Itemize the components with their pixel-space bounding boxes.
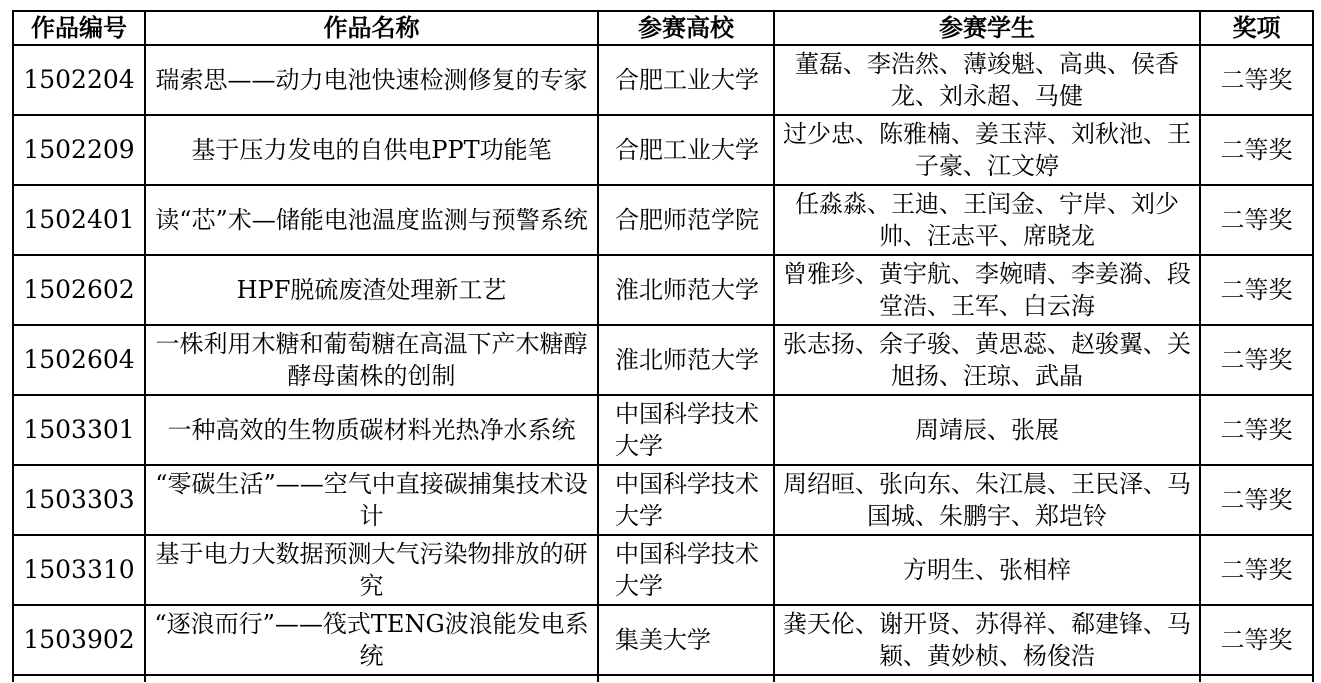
header-id: 作品编号 [13,11,145,45]
cell-award: 二等奖 [1200,605,1313,675]
cell-id: 1502602 [13,255,145,325]
table-row [13,45,1313,115]
cell-students: 周绍晅、张向东、朱江晨、王民泽、马国城、朱鹏宇、郑垲铃 [774,465,1200,535]
cell-name: 一种高效的生物质碳材料光热净水系统 [145,395,598,465]
cell-id: 1503301 [13,395,145,465]
cell-students: 龚天伦、谢开贤、苏得祥、郗建锋、马颖、黄妙桢、杨俊浩 [774,605,1200,675]
cell-id: 1503310 [13,535,145,605]
cell-students: 张志扬、余子骏、黄思蕊、赵骏翼、关旭扬、汪琼、武晶 [774,325,1200,395]
cell-award: 二等奖 [1200,395,1313,465]
cell-award: 二等奖 [1200,45,1313,115]
cell-name: 一株利用木糖和葡萄糖在高温下产木糖醇酵母菌株的创制 [145,325,598,395]
header-award: 奖项 [1200,11,1313,45]
cell-school: 合肥师范学院 [598,185,774,255]
table-row [13,325,1313,395]
cell-name: 基于压力发电的自供电PPT功能笔 [145,115,598,185]
cell-name: 基于电力大数据预测大气污染物排放的研究 [145,535,598,605]
table-row [13,605,1313,675]
empty-cell [1200,675,1313,682]
cell-id: 1502204 [13,45,145,115]
cell-name: HPF脱硫废渣处理新工艺 [145,255,598,325]
header-name: 作品名称 [145,11,598,45]
cell-school: 合肥工业大学 [598,115,774,185]
cell-award: 二等奖 [1200,115,1313,185]
cell-school: 合肥工业大学 [598,45,774,115]
table-header-row [13,11,1313,45]
cell-award: 二等奖 [1200,325,1313,395]
cell-award: 二等奖 [1200,185,1313,255]
cell-school: 中国科学技术大学 [598,395,774,465]
cell-award: 二等奖 [1200,465,1313,535]
cell-award: 二等奖 [1200,255,1313,325]
cell-school: 中国科学技术大学 [598,535,774,605]
cell-id: 1502604 [13,325,145,395]
cell-school: 淮北师范大学 [598,325,774,395]
table-row [13,535,1313,605]
cell-award: 二等奖 [1200,535,1313,605]
cell-students: 过少忠、陈雅楠、姜玉萍、刘秋池、王子豪、江文婷 [774,115,1200,185]
cell-students: 董磊、李浩然、薄竣魁、高典、侯香龙、刘永超、马健 [774,45,1200,115]
cell-name: “零碳生活”——空气中直接碳捕集技术设计 [145,465,598,535]
empty-cell [13,675,145,682]
empty-cell [774,675,1200,682]
cell-school: 集美大学 [598,605,774,675]
cell-students: 方明生、张相梓 [774,535,1200,605]
cell-students: 周靖辰、张展 [774,395,1200,465]
table-row [13,395,1313,465]
cell-id: 1503902 [13,605,145,675]
cell-id: 1503303 [13,465,145,535]
cell-name: 读“芯”术—储能电池温度监测与预警系统 [145,185,598,255]
table-row-cutoff [13,675,1313,682]
header-school: 参赛高校 [598,11,774,45]
cell-school: 中国科学技术大学 [598,465,774,535]
table-row [13,115,1313,185]
awards-table [12,10,1314,682]
cell-students: 曾雅珍、黄宇航、李婉晴、李姜漪、段堂浩、王军、白云海 [774,255,1200,325]
cell-id: 1502209 [13,115,145,185]
cell-id: 1502401 [13,185,145,255]
empty-cell [145,675,598,682]
header-students: 参赛学生 [774,11,1200,45]
empty-cell [598,675,774,682]
cell-name: 瑞索思——动力电池快速检测修复的专家 [145,45,598,115]
table-row [13,255,1313,325]
cell-students: 任淼淼、王迪、王闰金、宁岸、刘少帅、汪志平、席晓龙 [774,185,1200,255]
table-row [13,185,1313,255]
table-row [13,465,1313,535]
cell-name: “逐浪而行”——筏式TENG波浪能发电系统 [145,605,598,675]
cell-school: 淮北师范大学 [598,255,774,325]
